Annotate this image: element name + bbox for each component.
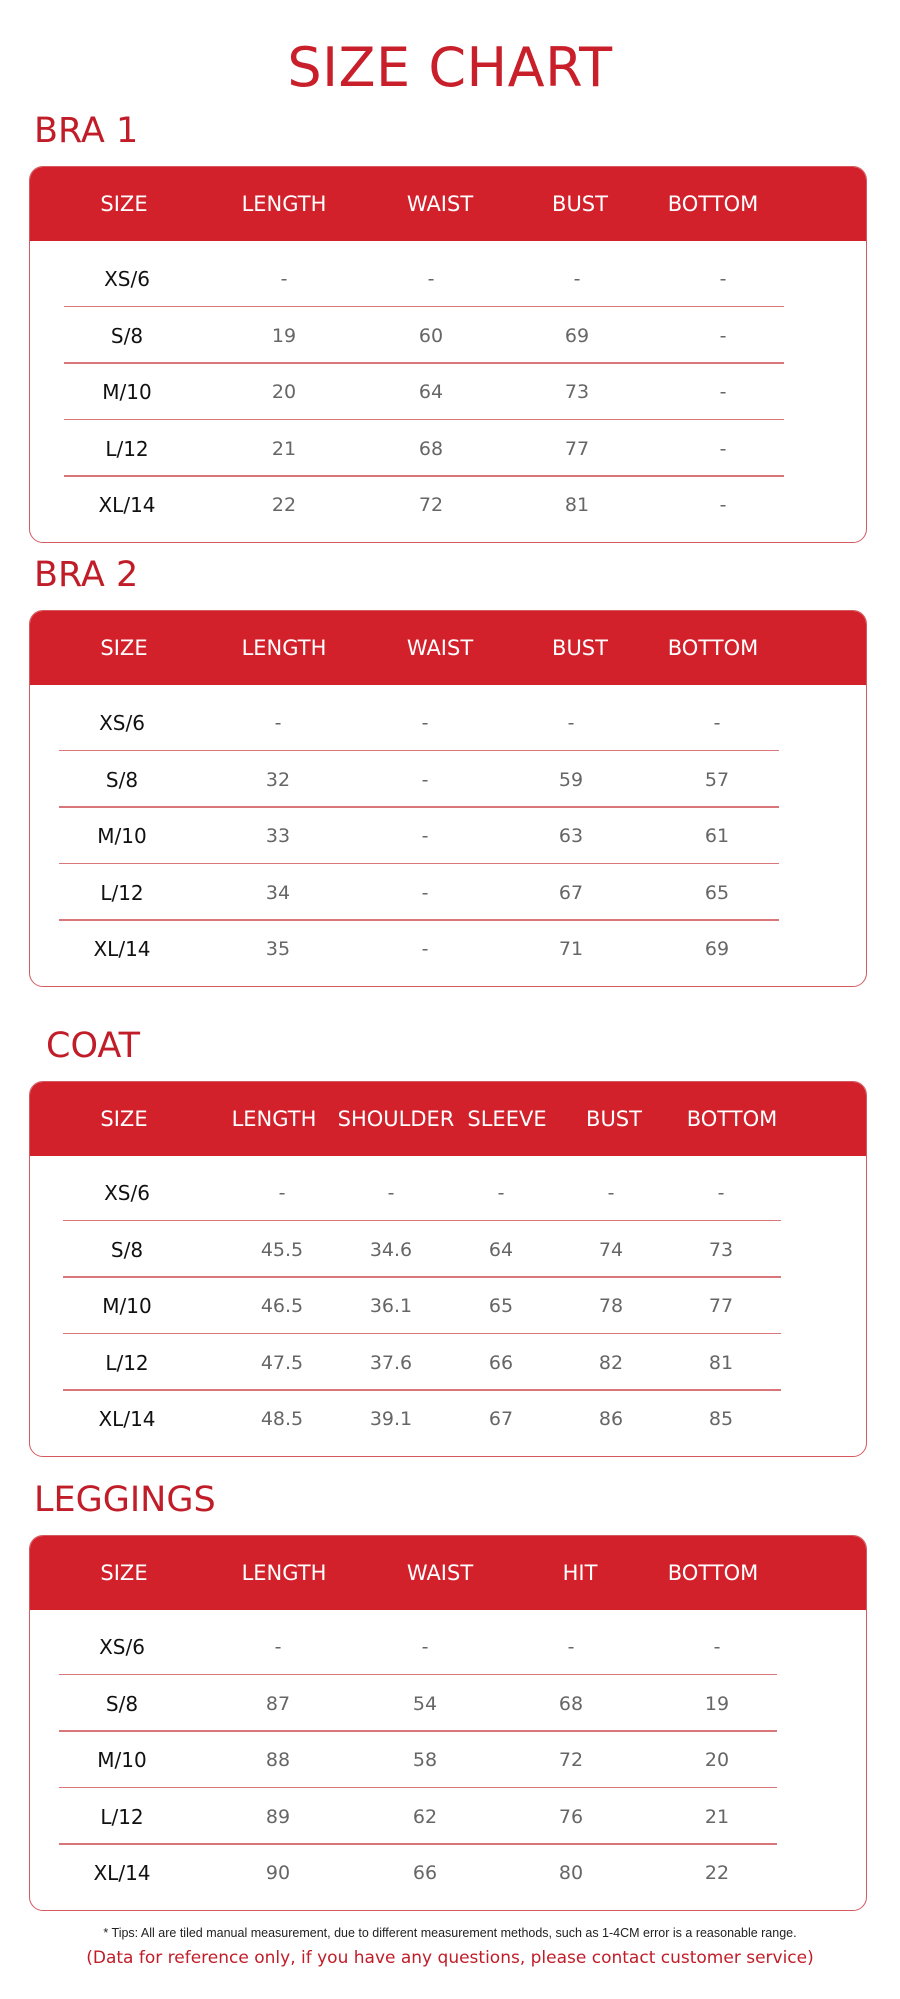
section-title-leggings: LEGGINGS	[34, 1480, 216, 1520]
measurement-bust: 63	[558, 825, 584, 847]
measurement-hit: 72	[558, 1749, 584, 1771]
measurement-bottom: 69	[704, 938, 730, 960]
measurement-bottom: 81	[708, 1351, 734, 1374]
measurement-bust: 81	[564, 494, 590, 516]
size-table-bra-2	[29, 610, 867, 987]
measurement-waist: 66	[412, 1862, 438, 1884]
table-row	[30, 364, 866, 420]
measurement-bust: 86	[598, 1408, 624, 1430]
measurement-length: -	[278, 1182, 286, 1204]
size-label: M/10	[97, 824, 147, 848]
measurement-length: 45.5	[260, 1238, 304, 1261]
column-header-length: LENGTH	[241, 1561, 327, 1585]
measurement-bust: -	[567, 712, 575, 734]
measurement-bottom: -	[719, 324, 727, 347]
column-header-sleeve: SLEEVE	[467, 1107, 547, 1131]
column-header-bottom: BOTTOM	[667, 636, 759, 660]
table-row	[30, 1165, 866, 1221]
measurement-waist: 68	[418, 437, 444, 460]
measurement-bottom: -	[719, 437, 727, 460]
column-header-bottom: BOTTOM	[667, 192, 759, 216]
measurement-length: 90	[265, 1862, 291, 1884]
column-header-shoulder: SHOULDER	[337, 1107, 455, 1131]
measurement-bottom: 21	[704, 1805, 730, 1828]
size-label: S/8	[105, 767, 139, 792]
column-header-bust: BUST	[552, 636, 608, 660]
measurement-length: 21	[271, 437, 297, 460]
size-label: L/12	[100, 880, 144, 905]
measurement-bottom: 61	[704, 825, 730, 847]
measurement-length: 35	[265, 938, 291, 960]
column-header-length: LENGTH	[241, 636, 327, 660]
measurement-bottom: -	[717, 1182, 725, 1204]
section-title-coat: COAT	[46, 1026, 140, 1066]
table-row	[30, 1789, 866, 1845]
column-header-bust: BUST	[586, 1107, 642, 1131]
table-header	[30, 1082, 866, 1156]
measurement-bust: 73	[564, 381, 590, 403]
column-header-hit: HIT	[562, 1561, 598, 1585]
section-title-bra-2: BRA 2	[34, 555, 139, 595]
table-row	[30, 1335, 866, 1391]
size-label: XS/6	[99, 1635, 145, 1659]
measurement-waist: 60	[418, 324, 444, 347]
column-header-bottom: BOTTOM	[667, 1561, 759, 1585]
size-label: L/12	[105, 436, 149, 461]
measurement-length: -	[280, 268, 288, 290]
measurement-length: 19	[271, 324, 297, 347]
size-label: S/8	[105, 1691, 139, 1716]
column-header-length: LENGTH	[231, 1107, 317, 1131]
measurement-length: 48.5	[260, 1408, 304, 1430]
size-label: XL/14	[93, 1861, 151, 1885]
column-header-size: SIZE	[100, 192, 148, 216]
table-row	[30, 808, 866, 864]
column-header-size: SIZE	[100, 1561, 148, 1585]
size-label: L/12	[105, 1350, 149, 1375]
table-row	[30, 752, 866, 808]
column-header-waist: WAIST	[406, 1561, 474, 1585]
measurement-bottom: 20	[704, 1749, 730, 1771]
measurement-bottom: 85	[708, 1408, 734, 1430]
table-row	[30, 308, 866, 364]
measurement-bottom: 22	[704, 1862, 730, 1884]
measurement-waist: -	[421, 1636, 429, 1658]
measurement-length: 46.5	[260, 1295, 304, 1317]
table-row	[30, 1222, 866, 1278]
section-title-bra-1: BRA 1	[34, 111, 139, 151]
size-label: L/12	[100, 1804, 144, 1829]
measurement-bust: 77	[564, 437, 590, 460]
reference-note: (Data for reference only, if you have any questions, please contact customer service)	[86, 1948, 814, 1968]
column-header-size: SIZE	[100, 1107, 148, 1131]
measurement-shoulder: 36.1	[369, 1295, 413, 1317]
measurement-bottom: -	[719, 494, 727, 516]
size-label: XS/6	[104, 267, 150, 291]
measurement-bust: -	[607, 1182, 615, 1204]
size-label: M/10	[97, 1748, 147, 1772]
measurement-sleeve: 65	[488, 1295, 514, 1317]
table-row	[30, 1845, 866, 1901]
measurement-waist: 58	[412, 1749, 438, 1771]
measurement-shoulder: -	[387, 1182, 395, 1204]
measurement-bottom: -	[719, 381, 727, 403]
measurement-bust: 59	[558, 768, 584, 791]
column-header-length: LENGTH	[241, 192, 327, 216]
table-row	[30, 695, 866, 751]
measurement-length: -	[274, 1636, 282, 1658]
measurement-shoulder: 39.1	[369, 1408, 413, 1430]
measurement-waist: -	[421, 825, 429, 847]
size-label: XL/14	[98, 493, 156, 517]
measurement-waist: 62	[412, 1805, 438, 1828]
size-label: M/10	[102, 380, 152, 404]
column-header-bottom: BOTTOM	[686, 1107, 778, 1131]
table-header	[30, 1536, 866, 1610]
measurement-bust: 82	[598, 1351, 624, 1374]
column-header-bust: BUST	[552, 192, 608, 216]
measurement-waist: 64	[418, 381, 444, 403]
size-label: S/8	[110, 1237, 144, 1262]
measurement-bottom: -	[713, 712, 721, 734]
measurement-bottom: 77	[708, 1295, 734, 1317]
measurement-waist: -	[421, 768, 429, 791]
measurement-length: 32	[265, 768, 291, 791]
table-header	[30, 611, 866, 685]
size-label: XS/6	[104, 1181, 150, 1205]
measurement-hit: 80	[558, 1862, 584, 1884]
measurement-length: 20	[271, 381, 297, 403]
page-title: SIZE CHART	[287, 36, 613, 99]
measurement-hit: 68	[558, 1692, 584, 1715]
measurement-length: 33	[265, 825, 291, 847]
measurement-hit: 76	[558, 1805, 584, 1828]
measurement-length: 89	[265, 1805, 291, 1828]
measurement-length: -	[274, 712, 282, 734]
table-row	[30, 865, 866, 921]
measurement-waist: -	[427, 268, 435, 290]
table-row	[30, 921, 866, 977]
measurement-bust: 69	[564, 324, 590, 347]
measurement-sleeve: 67	[488, 1408, 514, 1430]
size-label: XL/14	[98, 1407, 156, 1431]
measurement-bust: 71	[558, 938, 584, 960]
measurement-waist: 72	[418, 494, 444, 516]
size-label: M/10	[102, 1294, 152, 1318]
table-row	[30, 1391, 866, 1447]
table-row	[30, 421, 866, 477]
measurement-length: 87	[265, 1692, 291, 1715]
measurement-sleeve: 66	[488, 1351, 514, 1374]
table-header	[30, 167, 866, 241]
column-header-size: SIZE	[100, 636, 148, 660]
size-table-bra-1	[29, 166, 867, 543]
column-header-waist: WAIST	[406, 192, 474, 216]
measurement-tip: * Tips: All are tiled manual measurement, due to different measurement methods, such as 1-4CM error is a reasonable range.	[103, 1926, 797, 1940]
measurement-bottom: 73	[708, 1238, 734, 1261]
measurement-hit: -	[567, 1636, 575, 1658]
size-label: XS/6	[99, 711, 145, 735]
size-table-coat	[29, 1081, 867, 1457]
measurement-waist: -	[421, 881, 429, 904]
measurement-sleeve: 64	[488, 1238, 514, 1261]
measurement-bust: 67	[558, 881, 584, 904]
measurement-bottom: 57	[704, 768, 730, 791]
measurement-bust: -	[573, 268, 581, 290]
measurement-shoulder: 34.6	[369, 1238, 413, 1261]
table-row	[30, 1278, 866, 1334]
measurement-waist: 54	[412, 1692, 438, 1715]
table-row	[30, 1619, 866, 1675]
measurement-waist: -	[421, 712, 429, 734]
size-label: S/8	[110, 323, 144, 348]
table-row	[30, 1732, 866, 1788]
table-row	[30, 1676, 866, 1732]
measurement-bust: 74	[598, 1238, 624, 1261]
size-table-leggings	[29, 1535, 867, 1911]
table-row	[30, 477, 866, 533]
measurement-sleeve: -	[497, 1182, 505, 1204]
measurement-bottom: 19	[704, 1692, 730, 1715]
table-row	[30, 251, 866, 307]
measurement-length: 88	[265, 1749, 291, 1771]
size-label: XL/14	[93, 937, 151, 961]
measurement-bottom: -	[719, 268, 727, 290]
measurement-waist: -	[421, 938, 429, 960]
measurement-bottom: -	[713, 1636, 721, 1658]
measurement-length: 22	[271, 494, 297, 516]
measurement-length: 34	[265, 881, 291, 904]
measurement-length: 47.5	[260, 1351, 304, 1374]
measurement-shoulder: 37.6	[369, 1351, 413, 1374]
measurement-bust: 78	[598, 1295, 624, 1317]
column-header-waist: WAIST	[406, 636, 474, 660]
measurement-bottom: 65	[704, 881, 730, 904]
